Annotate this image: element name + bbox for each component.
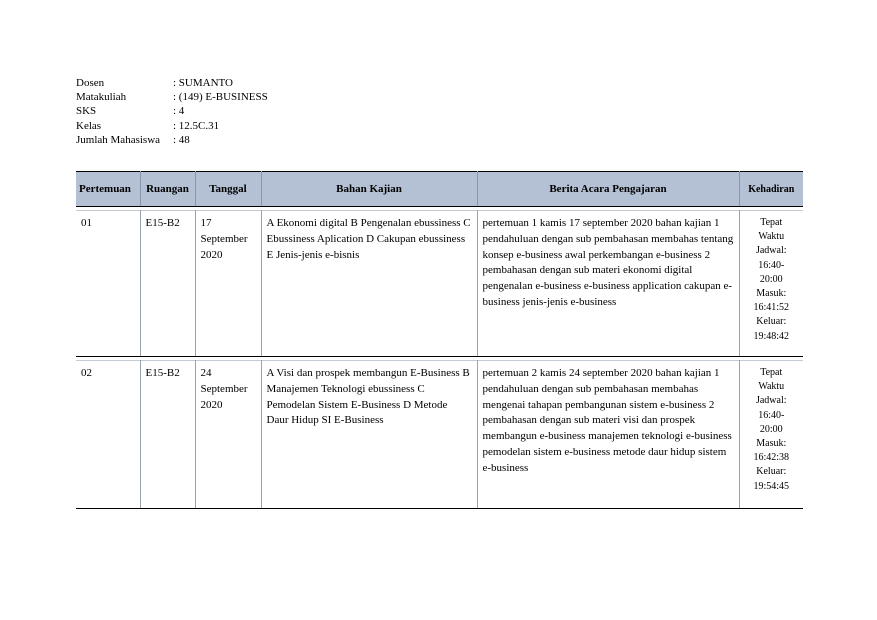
info-value: : SUMANTO bbox=[173, 77, 234, 89]
info-value: : (149) E-BUSINESS bbox=[173, 91, 268, 104]
kehadiran-line: 20:00 bbox=[759, 273, 783, 285]
header-berita-acara: Berita Acara Pengajaran bbox=[477, 172, 739, 207]
info-label: SKS bbox=[76, 105, 97, 118]
info-row-jumlah-mahasiswa bbox=[76, 133, 268, 147]
cell-ruangan: E15-B2 bbox=[140, 361, 195, 509]
kehadiran-line: 19:54:45 bbox=[753, 480, 790, 492]
info-row-kelas bbox=[76, 119, 268, 133]
kehadiran-line: Keluar: bbox=[756, 316, 787, 328]
kehadiran-line: 19:48:42 bbox=[753, 330, 790, 342]
info-value: : 12.5C.31 bbox=[173, 119, 220, 132]
kehadiran-line: Masuk: bbox=[756, 438, 787, 450]
info-value: : 4 bbox=[173, 105, 185, 118]
info-label: Matakuliah bbox=[76, 91, 127, 104]
cell-kehadiran bbox=[739, 211, 803, 357]
info-label: Dosen bbox=[76, 77, 105, 89]
kehadiran-line: Waktu bbox=[758, 381, 785, 393]
kehadiran-line: 16:40- bbox=[758, 259, 785, 271]
table-header-row bbox=[76, 172, 803, 207]
course-info bbox=[76, 76, 268, 147]
kehadiran-line: Jadwal: bbox=[755, 395, 787, 407]
info-value: : 48 bbox=[173, 133, 190, 146]
kehadiran-line: Waktu bbox=[758, 231, 785, 243]
info-row-sks bbox=[76, 104, 268, 118]
info-row-matakuliah bbox=[76, 90, 268, 104]
cell-tanggal: 17 September 2020 bbox=[195, 211, 261, 357]
header-tanggal: Tanggal bbox=[195, 172, 261, 207]
table-row bbox=[76, 211, 803, 357]
info-label: Kelas bbox=[76, 119, 102, 132]
cell-berita-acara: pertemuan 2 kamis 24 september 2020 bahan kajian 1 pendahuluan dengan sub pembahasan membahas mengenai tahapan pembangunan sistem e-business 2 pembahasan dengan sub materi visi dan prospek membangun e-business manajemen teknologi e-business pemodelan sistem e-business metode daur hidup sistem e-business bbox=[477, 361, 739, 509]
teaching-record-table bbox=[76, 171, 803, 509]
cell-kehadiran bbox=[739, 361, 803, 509]
cell-ruangan: E15-B2 bbox=[140, 211, 195, 357]
cell-pertemuan: 02 bbox=[76, 361, 140, 509]
kehadiran-line: Tepat bbox=[760, 217, 783, 228]
table-row bbox=[76, 361, 803, 509]
info-label: Jumlah Mahasiswa bbox=[76, 133, 161, 146]
kehadiran-line: 16:40- bbox=[758, 409, 785, 421]
kehadiran-line: 20:00 bbox=[759, 423, 783, 435]
kehadiran-line: Keluar: bbox=[756, 466, 787, 478]
cell-pertemuan: 01 bbox=[76, 211, 140, 357]
header-kehadiran: Kehadiran bbox=[739, 172, 803, 207]
cell-tanggal: 24 September 2020 bbox=[195, 361, 261, 509]
kehadiran-line: Tepat bbox=[760, 367, 783, 378]
kehadiran-line: Jadwal: bbox=[755, 245, 787, 257]
cell-bahan-kajian: A Ekonomi digital B Pengenalan ebussiness C Ebussiness Aplication D Cakupan ebussiness E Jenis-jenis e-bisnis bbox=[261, 211, 477, 357]
cell-berita-acara: pertemuan 1 kamis 17 september 2020 bahan kajian 1 pendahuluan dengan sub pembahasan membahas tentang konsep e-business awal perkembangan e-business 2 pembahasan dengan sub materi ekonomi digital pengenalan e-business e-business application cakupan e-business jenis-jenis e-business bbox=[477, 211, 739, 357]
kehadiran-line: Masuk: bbox=[756, 288, 787, 300]
header-pertemuan: Pertemuan bbox=[76, 172, 140, 207]
kehadiran-line: 16:41:52 bbox=[753, 302, 790, 314]
info-row-dosen bbox=[76, 76, 268, 90]
header-bahan-kajian: Bahan Kajian bbox=[261, 172, 477, 207]
cell-bahan-kajian: A Visi dan prospek membangun E-Business B Manajemen Teknologi ebussiness C Pemodelan Sistem E-Business D Metode Daur Hidup SI E-Business bbox=[261, 361, 477, 509]
kehadiran-line: 16:42:38 bbox=[753, 452, 790, 464]
header-ruangan: Ruangan bbox=[140, 172, 195, 207]
